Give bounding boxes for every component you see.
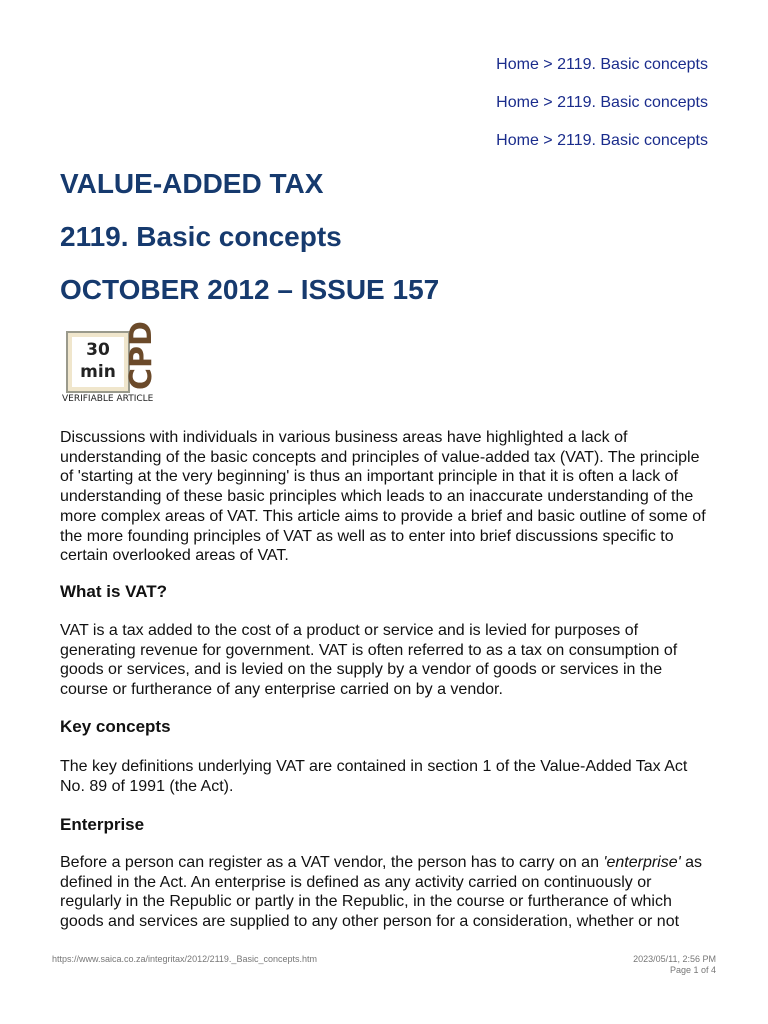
breadcrumb-home-link[interactable]: Home > 2119. Basic concepts xyxy=(496,56,708,73)
breadcrumb-home-link[interactable]: Home > 2119. Basic concepts xyxy=(496,132,708,149)
what-is-vat-heading: What is VAT? xyxy=(60,582,168,601)
cpd-minutes-unit: min xyxy=(80,362,116,382)
footer-meta xyxy=(633,954,716,976)
issue-heading: OCTOBER 2012 – ISSUE 157 xyxy=(60,274,440,305)
key-concepts-heading: Key concepts xyxy=(60,717,171,736)
what-is-vat-paragraph: VAT is a tax added to the cost of a product or service and is levied for purposes of generating revenue for government. VAT is often referred to as a tax on consumption of goods or services, and is levied on the supply by a vendor of goods or services in the course or furtherance of any enterprise carried on by a vendor. xyxy=(60,622,678,699)
intro-paragraph: Discussions with individuals in various business areas have highlighted a lack of understanding of the basic concepts and principles of value-added tax (VAT). The principle of 'starting at the very beginning' is thus an important principle in that it is often a lack of understanding of these basic principles which leads to an inaccurate understanding of the more complex areas of VAT. This article aims to provide a brief and basic outline of some of the more founding principles of VAT as well as to enter into brief discussions specific to certain overlooked areas of VAT. xyxy=(60,429,706,565)
footer-timestamp: 2023/05/11, 2:56 PM xyxy=(633,954,716,964)
cpd-label: CPD xyxy=(124,321,159,390)
cpd-minutes-value: 30 xyxy=(86,340,110,360)
article-title: 2119. Basic concepts xyxy=(60,221,342,252)
enterprise-text-post: as defined in the Act. An enterprise is defined as any activity carried on continuously or regularly in the Republic or partly in the Republic, in the course or furtherance of which goods and services are supplied to any other person for a consideration, whether or not xyxy=(60,854,703,931)
enterprise-term: 'enterprise' xyxy=(603,854,681,871)
enterprise-text-pre: Before a person can register as a VAT vendor, the person has to carry on an xyxy=(60,854,604,871)
enterprise-paragraph xyxy=(60,853,712,932)
enterprise-heading: Enterprise xyxy=(60,815,145,834)
section-heading: VALUE-ADDED TAX xyxy=(60,168,324,199)
breadcrumb-home-link[interactable]: Home > 2119. Basic concepts xyxy=(496,94,708,111)
footer-page-number: Page 1 of 4 xyxy=(669,965,716,975)
cpd-caption: VERIFIABLE ARTICLE xyxy=(62,394,154,404)
cpd-minutes-inner xyxy=(72,337,124,387)
breadcrumb-list xyxy=(496,54,708,168)
footer-url: https://www.saica.co.za/integritax/2012/2119._Basic_concepts.htm xyxy=(52,954,317,964)
cpd-minutes-box xyxy=(66,331,130,393)
cpd-badge xyxy=(62,321,166,408)
key-concepts-paragraph: The key definitions underlying VAT are contained in section 1 of the Value-Added Tax Act No. 89 of 1991 (the Act). xyxy=(60,758,688,795)
